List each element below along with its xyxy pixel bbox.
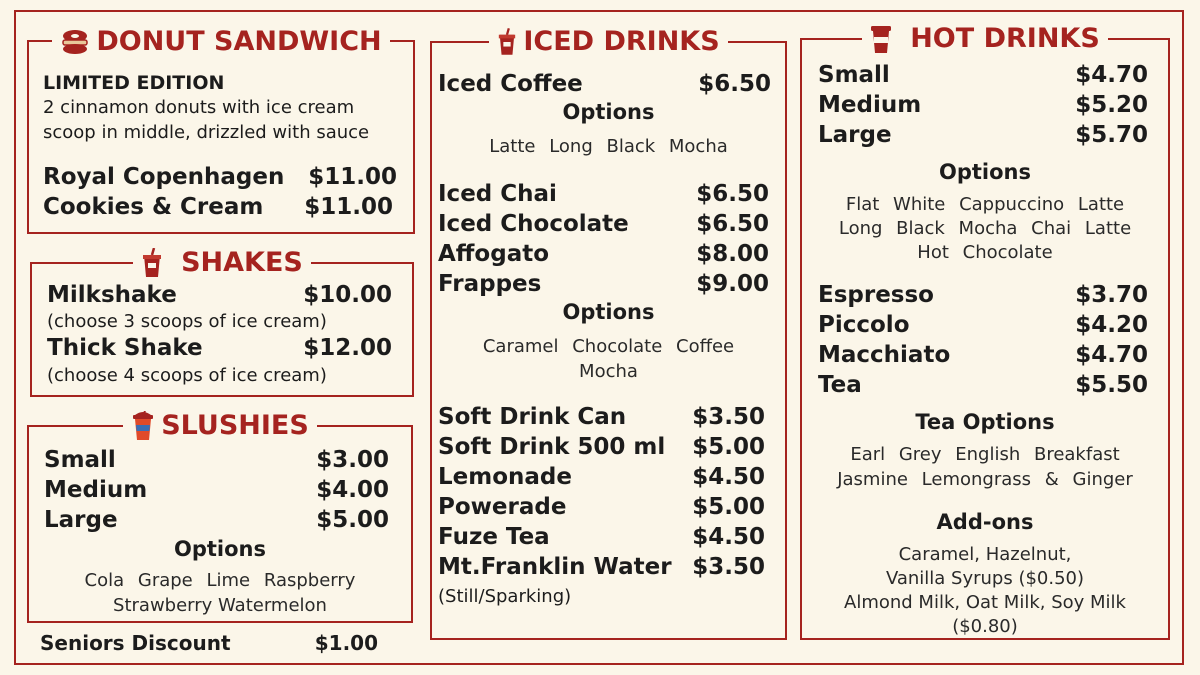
addons-line3: Almond Milk, Oat Milk, Soy Milk (844, 592, 1126, 613)
frappe-options-heading: Options (562, 300, 655, 324)
slushie-cup-icon (131, 411, 155, 441)
menu-item: Iced Coffee $6.50 (438, 71, 771, 97)
menu-item: Espresso $3.70 (818, 282, 1148, 308)
hot-options-line3: Hot Chocolate (917, 242, 1053, 263)
hot-options-line1: Flat White Cappuccino Latte (845, 194, 1125, 215)
slushies-title: SLUSHIES (29, 410, 411, 448)
menu-item: Medium $4.00 (44, 477, 389, 503)
addons-line1: Caramel, Hazelnut, (898, 544, 1072, 565)
addons-heading: Add-ons (936, 510, 1034, 534)
frappe-options-line1: Caramel Chocolate Coffee (482, 336, 735, 357)
menu-item: Iced Chai $6.50 (438, 181, 769, 207)
addons-line2: Vanilla Syrups ($0.50) (885, 568, 1085, 589)
milkshake-note: (choose 3 scoops of ice cream) (47, 311, 327, 332)
donut-icon (60, 27, 90, 57)
donut-sandwich-section (27, 26, 415, 234)
hot-drinks-title: HOT DRINKS (802, 23, 1168, 61)
menu-item: Milkshake $10.00 (47, 282, 392, 308)
iced-drinks-section (430, 26, 787, 640)
slushies-options-line1: Cola Grape Lime Raspberry (84, 570, 356, 591)
menu-item: Large $5.70 (818, 122, 1148, 148)
cup-with-straw-icon (497, 27, 517, 57)
seniors-discount: Seniors Discount $1.00 (40, 631, 378, 655)
tea-options-line2: Jasmine Lemongrass & Ginger (837, 469, 1133, 490)
menu-item: Soft Drink Can $3.50 (438, 404, 765, 430)
menu-item: Royal Copenhagen $11.00 (43, 164, 397, 190)
limited-edition-label: LIMITED EDITION (43, 72, 225, 94)
menu-item: Macchiato $4.70 (818, 342, 1148, 368)
menu-item: Lemonade $4.50 (438, 464, 765, 490)
menu-item: Medium $5.20 (818, 92, 1148, 118)
slushies-options-heading: Options (174, 537, 266, 561)
iced-coffee-options-heading: Options (562, 100, 655, 124)
tea-options-line1: Earl Grey English Breakfast (850, 444, 1120, 465)
menu-item: Affogato $8.00 (438, 241, 769, 267)
menu-item: Large $5.00 (44, 507, 389, 533)
thick-shake-note: (choose 4 scoops of ice cream) (47, 365, 327, 386)
menu-item: Small $4.70 (818, 62, 1148, 88)
menu-item: Iced Chocolate $6.50 (438, 211, 769, 237)
shakes-title: SHAKES (32, 247, 412, 285)
addons-line4: ($0.80) (952, 616, 1018, 637)
menu-item: Fuze Tea $4.50 (438, 524, 765, 550)
menu-item: Piccolo $4.20 (818, 312, 1148, 338)
hot-drinks-section (800, 23, 1170, 640)
menu-item: Small $3.00 (44, 447, 389, 473)
hot-options-line2: Long Black Mocha Chai Latte (838, 218, 1132, 239)
donut-description-line2: scoop in middle, drizzled with sauce (43, 122, 370, 143)
frappe-options-line2: Mocha (579, 361, 638, 382)
iced-coffee-options: Latte Long Black Mocha (489, 136, 728, 157)
hot-options-heading: Options (939, 160, 1031, 184)
menu-item: Powerade $5.00 (438, 494, 765, 520)
shakes-section (30, 247, 414, 397)
menu-item: Soft Drink 500 ml $5.00 (438, 434, 765, 460)
donut-sandwich-title: DONUT SANDWICH (29, 26, 413, 64)
menu-item: Tea $5.50 (818, 372, 1148, 398)
iced-drinks-title: ICED DRINKS (432, 26, 785, 64)
hot-cup-icon (870, 24, 892, 54)
cup-with-straw-icon (141, 248, 163, 278)
menu-item: Mt.Franklin Water $3.50 (438, 554, 765, 580)
donut-description-line1: 2 cinnamon donuts with ice cream (43, 97, 355, 118)
water-note: (Still/Sparking) (438, 586, 572, 607)
slushies-options-line2: Strawberry Watermelon (113, 595, 327, 616)
menu-item: Thick Shake $12.00 (47, 335, 392, 361)
menu-item: Frappes $9.00 (438, 271, 769, 297)
tea-options-heading: Tea Options (915, 410, 1055, 434)
slushies-section (27, 410, 413, 623)
menu-item: Cookies & Cream $11.00 (43, 194, 393, 220)
